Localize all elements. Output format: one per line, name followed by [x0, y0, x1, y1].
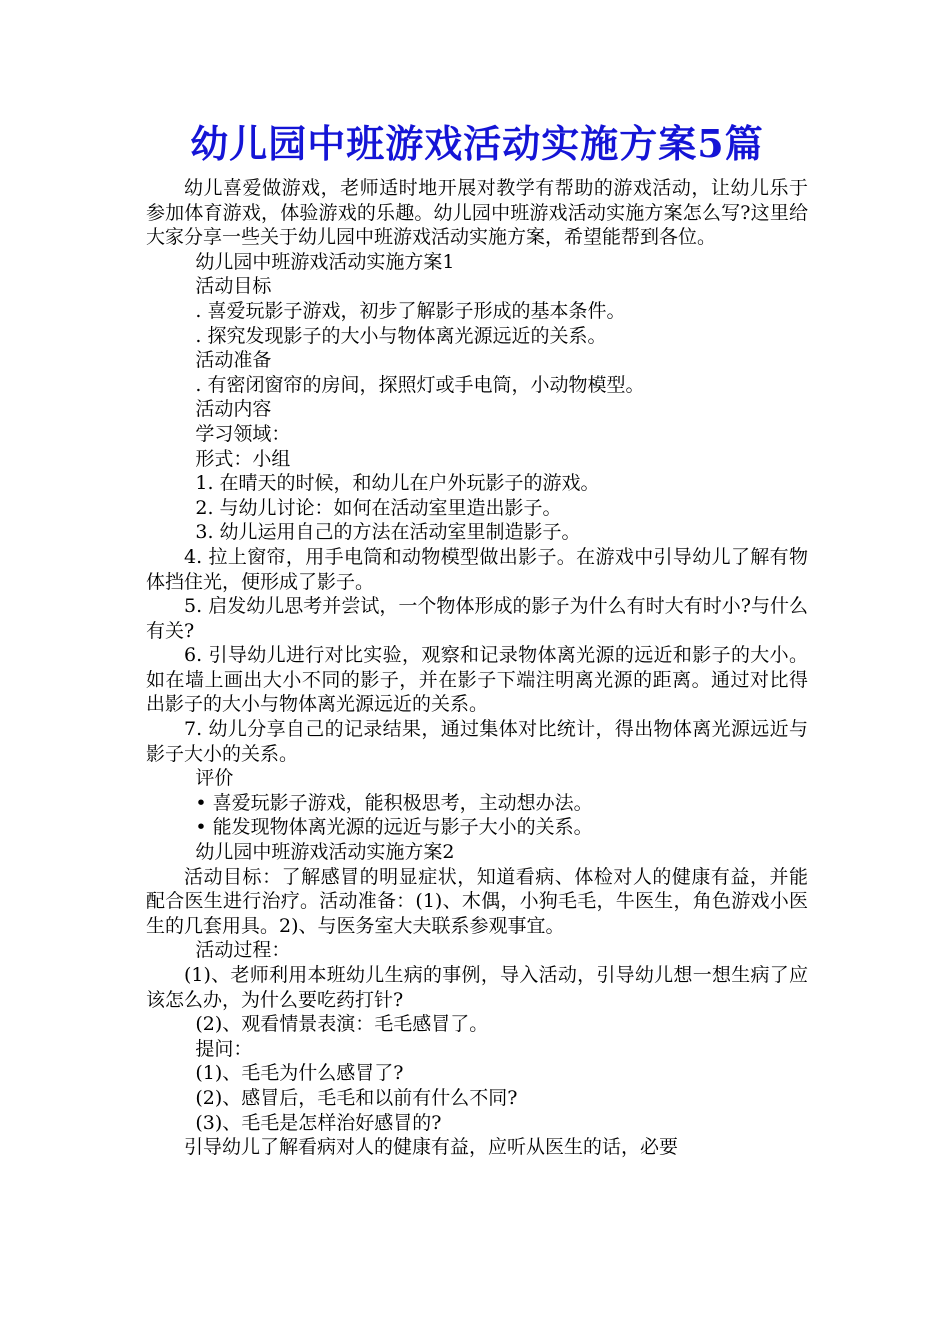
body-paragraph: 6. 引导幼儿进行对比实验，观察和记录物体离光源的远近和影子的大小。如在墙上画出大小不同的影子，并在影子下端注明离光源的距离。通过对比得出影子的大小与物体离光源远近的关系。 [146, 644, 808, 716]
body-paragraph: • 能发现物体离光源的远近与影子大小的关系。 [195, 816, 593, 839]
body-paragraph: 提问： [195, 1037, 253, 1060]
body-paragraph: 活动准备 [195, 349, 272, 372]
body-paragraph: 2. 与幼儿讨论：如何在活动室里造出影子。 [195, 496, 562, 519]
body-paragraph: (3)、毛毛是怎样治好感冒的? [195, 1111, 442, 1134]
body-paragraph: 幼儿园中班游戏活动实施方案1 [195, 250, 455, 273]
body-paragraph: (2)、观看情景表演：毛毛感冒了。 [195, 1013, 489, 1036]
body-paragraph: 幼儿喜爱做游戏，老师适时地开展对教学有帮助的游戏活动，让幼儿乐于参加体育游戏，体验游戏的乐趣。幼儿园中班游戏活动实施方案怎么写?这里给大家分享一些关于幼儿园中班游戏活动实施方案，希望能帮到各位。 [146, 177, 808, 249]
body-paragraph: (1)、毛毛为什么感冒了? [195, 1062, 404, 1085]
body-paragraph: (1)、老师利用本班幼儿生病的事例，导入活动，引导幼儿想一想生病了应该怎么办，为什么要吃药打针? [146, 964, 808, 1011]
body-paragraph: . 有密闭窗帘的房间，探照灯或手电筒，小动物模型。 [195, 373, 645, 396]
body-paragraph: 幼儿园中班游戏活动实施方案2 [195, 841, 455, 864]
body-paragraph: 学习领域： [195, 422, 291, 445]
body-paragraph: • 喜爱玩影子游戏，能积极思考，主动想办法。 [195, 791, 593, 814]
document-title: 幼儿园中班游戏活动实施方案5篇 [190, 121, 764, 166]
body-paragraph: 1. 在晴天的时候，和幼儿在户外玩影子的游戏。 [195, 472, 600, 495]
body-paragraph: 引导幼儿了解看病对人的健康有益，应听从医生的话，必要 [184, 1136, 679, 1159]
body-paragraph: 评价 [195, 767, 234, 790]
body-paragraph: 5. 启发幼儿思考并尝试，一个物体形成的影子为什么有时大有时小?与什么有关? [146, 595, 808, 642]
body-paragraph: 活动目标 [195, 275, 272, 298]
body-paragraph: 活动过程： [195, 939, 291, 962]
body-paragraph: 3. 幼儿运用自己的方法在活动室里制造影子。 [195, 521, 581, 544]
body-paragraph: (2)、感冒后，毛毛和以前有什么不同? [195, 1086, 518, 1109]
body-paragraph: 形式：小组 [195, 447, 291, 470]
body-paragraph: 活动内容 [195, 398, 272, 421]
body-paragraph: 活动目标：了解感冒的明显症状，知道看病、体检对人的健康有益，并能配合医生进行治疗。活动准备：(1)、木偶，小狗毛毛，牛医生，角色游戏小医生的几套用具。2)、与医务室大夫联系参观事宜。 [146, 865, 808, 937]
document-page [146, 118, 808, 1160]
body-paragraph: 7. 幼儿分享自己的记录结果，通过集体对比统计，得出物体离光源远近与影子大小的关系。 [146, 718, 808, 765]
body-paragraph: . 探究发现影子的大小与物体离光源远近的关系。 [195, 324, 607, 347]
body-paragraph: 4. 拉上窗帘，用手电筒和动物模型做出影子。在游戏中引导幼儿了解有物体挡住光，便形成了影子。 [146, 545, 808, 593]
document-body [146, 176, 808, 1160]
body-paragraph: . 喜爱玩影子游戏，初步了解影子形成的基本条件。 [195, 299, 626, 322]
